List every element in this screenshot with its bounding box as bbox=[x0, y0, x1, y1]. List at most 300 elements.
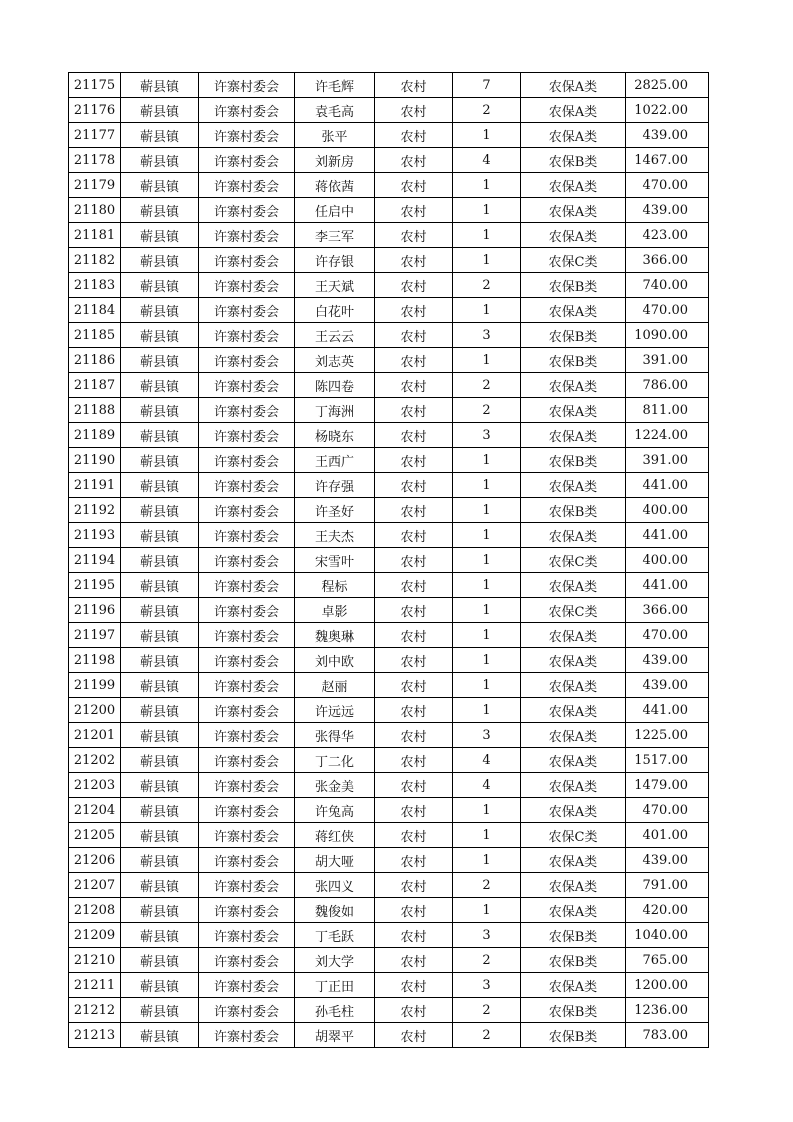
resident-name-cell: 孙毛柱 bbox=[295, 998, 375, 1023]
resident-name-cell: 刘新房 bbox=[295, 148, 375, 173]
resident-name-cell: 丁二化 bbox=[295, 748, 375, 773]
area-type-cell: 农村 bbox=[375, 298, 453, 323]
area-type-cell: 农村 bbox=[375, 873, 453, 898]
resident-name-cell: 许兔高 bbox=[295, 798, 375, 823]
household-size-cell: 3 bbox=[453, 423, 521, 448]
record-id-cell: 21193 bbox=[69, 523, 121, 548]
area-type-cell: 农村 bbox=[375, 973, 453, 998]
village-committee-cell: 许寨村委会 bbox=[199, 273, 295, 298]
township-cell: 蕲县镇 bbox=[121, 348, 199, 373]
village-committee-cell: 许寨村委会 bbox=[199, 198, 295, 223]
insurance-category-cell: 农保A类 bbox=[521, 773, 626, 798]
amount-cell: 1022.00 bbox=[626, 98, 709, 123]
table-row bbox=[69, 798, 709, 823]
record-id-cell: 21182 bbox=[69, 248, 121, 273]
amount-cell: 366.00 bbox=[626, 248, 709, 273]
household-size-cell: 2 bbox=[453, 373, 521, 398]
record-id-cell: 21180 bbox=[69, 198, 121, 223]
household-size-cell: 4 bbox=[453, 773, 521, 798]
household-size-cell: 1 bbox=[453, 498, 521, 523]
resident-name-cell: 程标 bbox=[295, 573, 375, 598]
table-row bbox=[69, 248, 709, 273]
insurance-category-cell: 农保A类 bbox=[521, 748, 626, 773]
area-type-cell: 农村 bbox=[375, 798, 453, 823]
amount-cell: 1090.00 bbox=[626, 323, 709, 348]
village-committee-cell: 许寨村委会 bbox=[199, 623, 295, 648]
insurance-category-cell: 农保A类 bbox=[521, 173, 626, 198]
township-cell: 蕲县镇 bbox=[121, 523, 199, 548]
table-row bbox=[69, 648, 709, 673]
township-cell: 蕲县镇 bbox=[121, 698, 199, 723]
amount-cell: 791.00 bbox=[626, 873, 709, 898]
resident-name-cell: 刘中欧 bbox=[295, 648, 375, 673]
table-row bbox=[69, 273, 709, 298]
table-row bbox=[69, 673, 709, 698]
household-size-cell: 3 bbox=[453, 923, 521, 948]
village-committee-cell: 许寨村委会 bbox=[199, 648, 295, 673]
resident-name-cell: 胡翠平 bbox=[295, 1023, 375, 1048]
township-cell: 蕲县镇 bbox=[121, 573, 199, 598]
table-row bbox=[69, 523, 709, 548]
table-row bbox=[69, 123, 709, 148]
area-type-cell: 农村 bbox=[375, 523, 453, 548]
village-committee-cell: 许寨村委会 bbox=[199, 423, 295, 448]
table-row bbox=[69, 148, 709, 173]
village-committee-cell: 许寨村委会 bbox=[199, 798, 295, 823]
record-id-cell: 21188 bbox=[69, 398, 121, 423]
record-id-cell: 21190 bbox=[69, 448, 121, 473]
township-cell: 蕲县镇 bbox=[121, 723, 199, 748]
household-size-cell: 1 bbox=[453, 623, 521, 648]
insurance-category-cell: 农保B类 bbox=[521, 323, 626, 348]
village-committee-cell: 许寨村委会 bbox=[199, 973, 295, 998]
household-size-cell: 4 bbox=[453, 148, 521, 173]
township-cell: 蕲县镇 bbox=[121, 1023, 199, 1048]
insurance-category-cell: 农保A类 bbox=[521, 98, 626, 123]
village-committee-cell: 许寨村委会 bbox=[199, 248, 295, 273]
amount-cell: 1200.00 bbox=[626, 973, 709, 998]
area-type-cell: 农村 bbox=[375, 673, 453, 698]
table-row bbox=[69, 898, 709, 923]
table-row bbox=[69, 598, 709, 623]
amount-cell: 439.00 bbox=[626, 848, 709, 873]
amount-cell: 1040.00 bbox=[626, 923, 709, 948]
village-committee-cell: 许寨村委会 bbox=[199, 948, 295, 973]
village-committee-cell: 许寨村委会 bbox=[199, 498, 295, 523]
insurance-category-cell: 农保A类 bbox=[521, 123, 626, 148]
village-committee-cell: 许寨村委会 bbox=[199, 823, 295, 848]
amount-cell: 1517.00 bbox=[626, 748, 709, 773]
record-id-cell: 21205 bbox=[69, 823, 121, 848]
household-size-cell: 1 bbox=[453, 573, 521, 598]
resident-name-cell: 李三军 bbox=[295, 223, 375, 248]
village-committee-cell: 许寨村委会 bbox=[199, 923, 295, 948]
record-id-cell: 21207 bbox=[69, 873, 121, 898]
village-committee-cell: 许寨村委会 bbox=[199, 173, 295, 198]
household-size-cell: 1 bbox=[453, 798, 521, 823]
table-row bbox=[69, 398, 709, 423]
resident-name-cell: 王云云 bbox=[295, 323, 375, 348]
insurance-category-cell: 农保B类 bbox=[521, 348, 626, 373]
township-cell: 蕲县镇 bbox=[121, 298, 199, 323]
township-cell: 蕲县镇 bbox=[121, 898, 199, 923]
household-size-cell: 1 bbox=[453, 673, 521, 698]
roster-table-body bbox=[69, 73, 709, 1048]
household-size-cell: 1 bbox=[453, 848, 521, 873]
resident-name-cell: 许远远 bbox=[295, 698, 375, 723]
resident-name-cell: 张得华 bbox=[295, 723, 375, 748]
insurance-category-cell: 农保C类 bbox=[521, 598, 626, 623]
table-row bbox=[69, 98, 709, 123]
record-id-cell: 21198 bbox=[69, 648, 121, 673]
record-id-cell: 21195 bbox=[69, 573, 121, 598]
household-size-cell: 3 bbox=[453, 323, 521, 348]
resident-name-cell: 张平 bbox=[295, 123, 375, 148]
insurance-category-cell: 农保A类 bbox=[521, 873, 626, 898]
village-committee-cell: 许寨村委会 bbox=[199, 323, 295, 348]
township-cell: 蕲县镇 bbox=[121, 973, 199, 998]
township-cell: 蕲县镇 bbox=[121, 248, 199, 273]
household-size-cell: 1 bbox=[453, 823, 521, 848]
township-cell: 蕲县镇 bbox=[121, 223, 199, 248]
table-row bbox=[69, 823, 709, 848]
record-id-cell: 21181 bbox=[69, 223, 121, 248]
amount-cell: 441.00 bbox=[626, 698, 709, 723]
record-id-cell: 21183 bbox=[69, 273, 121, 298]
insurance-category-cell: 农保A类 bbox=[521, 798, 626, 823]
record-id-cell: 21176 bbox=[69, 98, 121, 123]
resident-name-cell: 张四义 bbox=[295, 873, 375, 898]
village-committee-cell: 许寨村委会 bbox=[199, 1023, 295, 1048]
table-row bbox=[69, 873, 709, 898]
insurance-category-cell: 农保B类 bbox=[521, 998, 626, 1023]
record-id-cell: 21200 bbox=[69, 698, 121, 723]
insurance-category-cell: 农保B类 bbox=[521, 448, 626, 473]
amount-cell: 401.00 bbox=[626, 823, 709, 848]
resident-name-cell: 杨晓东 bbox=[295, 423, 375, 448]
area-type-cell: 农村 bbox=[375, 398, 453, 423]
insurance-category-cell: 农保A类 bbox=[521, 198, 626, 223]
record-id-cell: 21211 bbox=[69, 973, 121, 998]
resident-name-cell: 蒋依茜 bbox=[295, 173, 375, 198]
amount-cell: 786.00 bbox=[626, 373, 709, 398]
amount-cell: 470.00 bbox=[626, 623, 709, 648]
township-cell: 蕲县镇 bbox=[121, 948, 199, 973]
resident-name-cell: 丁正田 bbox=[295, 973, 375, 998]
village-committee-cell: 许寨村委会 bbox=[199, 898, 295, 923]
amount-cell: 439.00 bbox=[626, 648, 709, 673]
insurance-category-cell: 农保C类 bbox=[521, 248, 626, 273]
household-size-cell: 2 bbox=[453, 398, 521, 423]
record-id-cell: 21177 bbox=[69, 123, 121, 148]
insurance-category-cell: 农保A类 bbox=[521, 723, 626, 748]
village-committee-cell: 许寨村委会 bbox=[199, 573, 295, 598]
area-type-cell: 农村 bbox=[375, 623, 453, 648]
resident-name-cell: 刘志英 bbox=[295, 348, 375, 373]
township-cell: 蕲县镇 bbox=[121, 623, 199, 648]
household-size-cell: 7 bbox=[453, 73, 521, 98]
area-type-cell: 农村 bbox=[375, 773, 453, 798]
amount-cell: 1467.00 bbox=[626, 148, 709, 173]
household-size-cell: 1 bbox=[453, 698, 521, 723]
household-size-cell: 1 bbox=[453, 473, 521, 498]
insurance-category-cell: 农保A类 bbox=[521, 848, 626, 873]
area-type-cell: 农村 bbox=[375, 823, 453, 848]
area-type-cell: 农村 bbox=[375, 323, 453, 348]
table-row bbox=[69, 223, 709, 248]
table-row bbox=[69, 498, 709, 523]
insurance-category-cell: 农保A类 bbox=[521, 298, 626, 323]
amount-cell: 400.00 bbox=[626, 548, 709, 573]
household-size-cell: 1 bbox=[453, 123, 521, 148]
record-id-cell: 21208 bbox=[69, 898, 121, 923]
area-type-cell: 农村 bbox=[375, 1023, 453, 1048]
resident-name-cell: 袁毛高 bbox=[295, 98, 375, 123]
amount-cell: 2825.00 bbox=[626, 73, 709, 98]
record-id-cell: 21199 bbox=[69, 673, 121, 698]
table-row bbox=[69, 448, 709, 473]
resident-name-cell: 赵丽 bbox=[295, 673, 375, 698]
area-type-cell: 农村 bbox=[375, 648, 453, 673]
area-type-cell: 农村 bbox=[375, 723, 453, 748]
resident-name-cell: 许存强 bbox=[295, 473, 375, 498]
township-cell: 蕲县镇 bbox=[121, 648, 199, 673]
amount-cell: 1224.00 bbox=[626, 423, 709, 448]
area-type-cell: 农村 bbox=[375, 748, 453, 773]
record-id-cell: 21185 bbox=[69, 323, 121, 348]
resident-name-cell: 王西广 bbox=[295, 448, 375, 473]
area-type-cell: 农村 bbox=[375, 898, 453, 923]
insurance-category-cell: 农保B类 bbox=[521, 948, 626, 973]
record-id-cell: 21191 bbox=[69, 473, 121, 498]
area-type-cell: 农村 bbox=[375, 373, 453, 398]
village-committee-cell: 许寨村委会 bbox=[199, 398, 295, 423]
township-cell: 蕲县镇 bbox=[121, 873, 199, 898]
resident-name-cell: 丁海洲 bbox=[295, 398, 375, 423]
amount-cell: 439.00 bbox=[626, 198, 709, 223]
household-size-cell: 1 bbox=[453, 523, 521, 548]
resident-name-cell: 任启中 bbox=[295, 198, 375, 223]
village-committee-cell: 许寨村委会 bbox=[199, 473, 295, 498]
resident-name-cell: 丁毛跃 bbox=[295, 923, 375, 948]
household-size-cell: 1 bbox=[453, 548, 521, 573]
record-id-cell: 21197 bbox=[69, 623, 121, 648]
household-size-cell: 1 bbox=[453, 448, 521, 473]
table-row bbox=[69, 323, 709, 348]
resident-name-cell: 胡大哑 bbox=[295, 848, 375, 873]
household-size-cell: 1 bbox=[453, 198, 521, 223]
table-row bbox=[69, 623, 709, 648]
table-row bbox=[69, 348, 709, 373]
table-row bbox=[69, 73, 709, 98]
amount-cell: 1225.00 bbox=[626, 723, 709, 748]
resident-name-cell: 许毛辉 bbox=[295, 73, 375, 98]
village-committee-cell: 许寨村委会 bbox=[199, 523, 295, 548]
table-row bbox=[69, 423, 709, 448]
area-type-cell: 农村 bbox=[375, 498, 453, 523]
insurance-category-cell: 农保A类 bbox=[521, 573, 626, 598]
resident-name-cell: 王夫杰 bbox=[295, 523, 375, 548]
insurance-category-cell: 农保A类 bbox=[521, 623, 626, 648]
area-type-cell: 农村 bbox=[375, 473, 453, 498]
household-size-cell: 1 bbox=[453, 173, 521, 198]
resident-name-cell: 魏奥琳 bbox=[295, 623, 375, 648]
insurance-category-cell: 农保A类 bbox=[521, 673, 626, 698]
amount-cell: 1479.00 bbox=[626, 773, 709, 798]
household-size-cell: 1 bbox=[453, 248, 521, 273]
area-type-cell: 农村 bbox=[375, 198, 453, 223]
amount-cell: 441.00 bbox=[626, 473, 709, 498]
record-id-cell: 21192 bbox=[69, 498, 121, 523]
record-id-cell: 21187 bbox=[69, 373, 121, 398]
amount-cell: 366.00 bbox=[626, 598, 709, 623]
table-row bbox=[69, 698, 709, 723]
household-size-cell: 1 bbox=[453, 223, 521, 248]
area-type-cell: 农村 bbox=[375, 573, 453, 598]
resident-name-cell: 白花叶 bbox=[295, 298, 375, 323]
amount-cell: 470.00 bbox=[626, 298, 709, 323]
village-committee-cell: 许寨村委会 bbox=[199, 148, 295, 173]
insurance-category-cell: 农保B类 bbox=[521, 498, 626, 523]
township-cell: 蕲县镇 bbox=[121, 848, 199, 873]
village-committee-cell: 许寨村委会 bbox=[199, 123, 295, 148]
amount-cell: 470.00 bbox=[626, 173, 709, 198]
household-size-cell: 2 bbox=[453, 948, 521, 973]
household-size-cell: 2 bbox=[453, 998, 521, 1023]
area-type-cell: 农村 bbox=[375, 98, 453, 123]
household-size-cell: 3 bbox=[453, 723, 521, 748]
insurance-category-cell: 农保A类 bbox=[521, 473, 626, 498]
insurance-category-cell: 农保B类 bbox=[521, 1023, 626, 1048]
area-type-cell: 农村 bbox=[375, 73, 453, 98]
area-type-cell: 农村 bbox=[375, 598, 453, 623]
insurance-category-cell: 农保B类 bbox=[521, 273, 626, 298]
amount-cell: 1236.00 bbox=[626, 998, 709, 1023]
township-cell: 蕲县镇 bbox=[121, 498, 199, 523]
village-committee-cell: 许寨村委会 bbox=[199, 98, 295, 123]
record-id-cell: 21186 bbox=[69, 348, 121, 373]
record-id-cell: 21178 bbox=[69, 148, 121, 173]
table-row bbox=[69, 473, 709, 498]
township-cell: 蕲县镇 bbox=[121, 673, 199, 698]
village-committee-cell: 许寨村委会 bbox=[199, 773, 295, 798]
township-cell: 蕲县镇 bbox=[121, 748, 199, 773]
village-committee-cell: 许寨村委会 bbox=[199, 448, 295, 473]
record-id-cell: 21194 bbox=[69, 548, 121, 573]
amount-cell: 783.00 bbox=[626, 1023, 709, 1048]
roster-table bbox=[68, 72, 709, 1048]
household-size-cell: 2 bbox=[453, 1023, 521, 1048]
village-committee-cell: 许寨村委会 bbox=[199, 673, 295, 698]
village-committee-cell: 许寨村委会 bbox=[199, 998, 295, 1023]
township-cell: 蕲县镇 bbox=[121, 273, 199, 298]
household-size-cell: 1 bbox=[453, 348, 521, 373]
table-row bbox=[69, 998, 709, 1023]
township-cell: 蕲县镇 bbox=[121, 798, 199, 823]
amount-cell: 420.00 bbox=[626, 898, 709, 923]
insurance-category-cell: 农保A类 bbox=[521, 648, 626, 673]
resident-name-cell: 陈四卷 bbox=[295, 373, 375, 398]
amount-cell: 423.00 bbox=[626, 223, 709, 248]
village-committee-cell: 许寨村委会 bbox=[199, 373, 295, 398]
resident-name-cell: 许圣好 bbox=[295, 498, 375, 523]
township-cell: 蕲县镇 bbox=[121, 448, 199, 473]
amount-cell: 391.00 bbox=[626, 448, 709, 473]
resident-name-cell: 张金美 bbox=[295, 773, 375, 798]
table-row bbox=[69, 848, 709, 873]
village-committee-cell: 许寨村委会 bbox=[199, 548, 295, 573]
household-size-cell: 1 bbox=[453, 648, 521, 673]
record-id-cell: 21179 bbox=[69, 173, 121, 198]
township-cell: 蕲县镇 bbox=[121, 598, 199, 623]
area-type-cell: 农村 bbox=[375, 848, 453, 873]
township-cell: 蕲县镇 bbox=[121, 548, 199, 573]
record-id-cell: 21202 bbox=[69, 748, 121, 773]
table-row bbox=[69, 723, 709, 748]
table-row bbox=[69, 548, 709, 573]
township-cell: 蕲县镇 bbox=[121, 73, 199, 98]
area-type-cell: 农村 bbox=[375, 423, 453, 448]
household-size-cell: 1 bbox=[453, 898, 521, 923]
area-type-cell: 农村 bbox=[375, 948, 453, 973]
resident-name-cell: 刘大学 bbox=[295, 948, 375, 973]
area-type-cell: 农村 bbox=[375, 248, 453, 273]
village-committee-cell: 许寨村委会 bbox=[199, 598, 295, 623]
table-row bbox=[69, 573, 709, 598]
record-id-cell: 21189 bbox=[69, 423, 121, 448]
insurance-category-cell: 农保A类 bbox=[521, 373, 626, 398]
insurance-category-cell: 农保B类 bbox=[521, 923, 626, 948]
insurance-category-cell: 农保A类 bbox=[521, 398, 626, 423]
amount-cell: 439.00 bbox=[626, 123, 709, 148]
resident-name-cell: 蒋红侠 bbox=[295, 823, 375, 848]
township-cell: 蕲县镇 bbox=[121, 423, 199, 448]
village-committee-cell: 许寨村委会 bbox=[199, 73, 295, 98]
insurance-category-cell: 农保A类 bbox=[521, 973, 626, 998]
insurance-category-cell: 农保A类 bbox=[521, 523, 626, 548]
village-committee-cell: 许寨村委会 bbox=[199, 873, 295, 898]
area-type-cell: 农村 bbox=[375, 448, 453, 473]
household-size-cell: 1 bbox=[453, 598, 521, 623]
township-cell: 蕲县镇 bbox=[121, 148, 199, 173]
insurance-category-cell: 农保A类 bbox=[521, 898, 626, 923]
insurance-category-cell: 农保C类 bbox=[521, 823, 626, 848]
insurance-category-cell: 农保B类 bbox=[521, 148, 626, 173]
table-row bbox=[69, 973, 709, 998]
township-cell: 蕲县镇 bbox=[121, 173, 199, 198]
resident-name-cell: 魏俊如 bbox=[295, 898, 375, 923]
table-row bbox=[69, 748, 709, 773]
amount-cell: 441.00 bbox=[626, 573, 709, 598]
household-size-cell: 2 bbox=[453, 873, 521, 898]
amount-cell: 439.00 bbox=[626, 673, 709, 698]
insurance-category-cell: 农保A类 bbox=[521, 223, 626, 248]
record-id-cell: 21212 bbox=[69, 998, 121, 1023]
amount-cell: 470.00 bbox=[626, 798, 709, 823]
record-id-cell: 21213 bbox=[69, 1023, 121, 1048]
table-row bbox=[69, 298, 709, 323]
insurance-category-cell: 农保A类 bbox=[521, 73, 626, 98]
area-type-cell: 农村 bbox=[375, 123, 453, 148]
household-size-cell: 3 bbox=[453, 973, 521, 998]
record-id-cell: 21203 bbox=[69, 773, 121, 798]
township-cell: 蕲县镇 bbox=[121, 198, 199, 223]
record-id-cell: 21184 bbox=[69, 298, 121, 323]
table-row bbox=[69, 1023, 709, 1048]
township-cell: 蕲县镇 bbox=[121, 323, 199, 348]
township-cell: 蕲县镇 bbox=[121, 373, 199, 398]
record-id-cell: 21206 bbox=[69, 848, 121, 873]
